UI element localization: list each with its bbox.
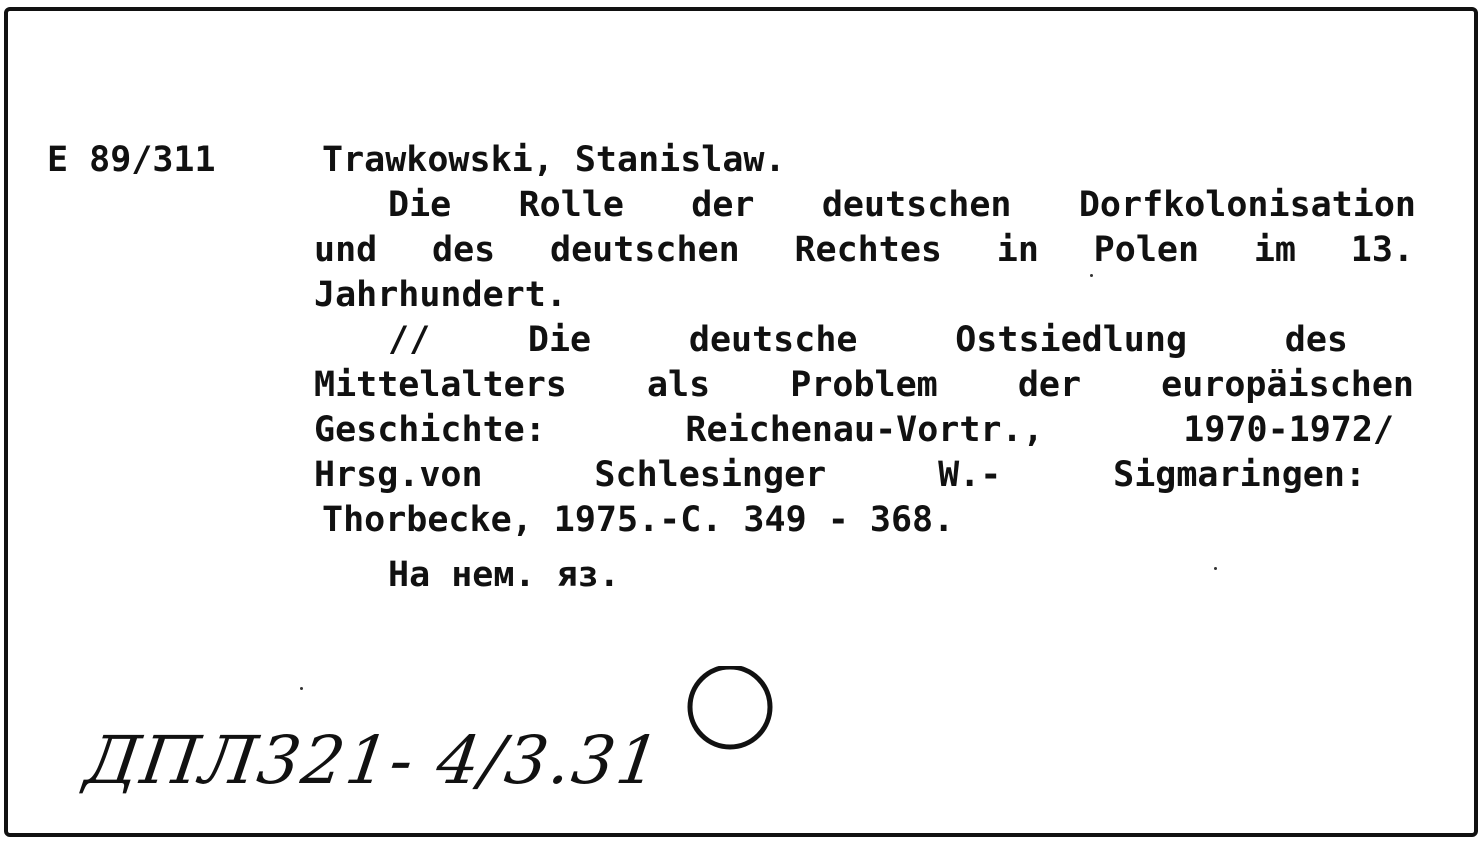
language-note: На нем. яз.	[388, 555, 620, 595]
source-line-4: Hrsg.von Schlesinger W.- Sigmaringen:	[314, 455, 1366, 495]
handwritten-shelf-mark: ДПЛ321- 4/3.31	[80, 722, 667, 799]
speck	[1214, 567, 1217, 570]
title-line-2: und des deutschen Rechtes in Polen im 13.	[314, 230, 1414, 270]
speck	[1090, 274, 1093, 277]
title-line-3: Jahrhundert.	[314, 275, 567, 315]
source-line-2: Mittelalters als Problem der europäischen	[314, 365, 1414, 405]
source-line-3: Geschichte: Reichenau-Vortr., 1970-1972/	[314, 410, 1394, 450]
title-line-1: Die Rolle der deutschen Dorfkolonisation	[388, 185, 1416, 225]
punch-hole-circle	[686, 666, 776, 756]
source-line-1: // Die deutsche Ostsiedlung des	[388, 320, 1348, 360]
call-number: E 89/311	[47, 140, 216, 180]
source-line-5: Thorbecke, 1975.-C. 349 - 368.	[322, 500, 955, 540]
speck	[300, 687, 303, 690]
author: Trawkowski, Stanislaw.	[322, 140, 786, 180]
